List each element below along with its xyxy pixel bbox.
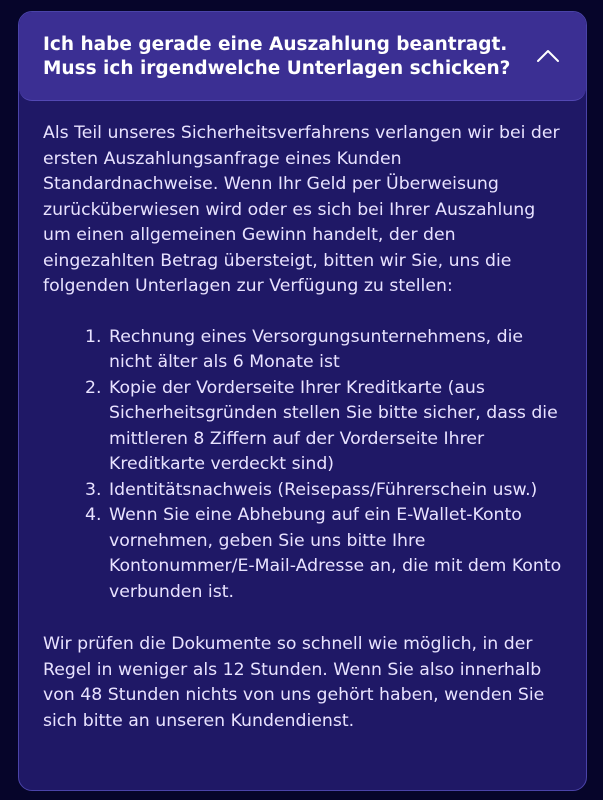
faq-answer	[19, 101, 586, 734]
list-item: 2. Kopie der Vorderseite Ihrer Kreditkarte (aus Sicherheitsgründen stellen Sie bitte sicher, dass die mittleren 8 Ziffern auf der Vorderseite Ihrer Kreditkarte verdeckt sind)	[107, 376, 566, 478]
answer-outro: Wir prüfen die Dokumente so schnell wie möglich, in der Regel in weniger als 12 Stunden. Wenn Sie also innerhalb von 48 Stunden nichts von uns gehört haben, wenden Sie sich bitte an unseren Kundendienst.	[43, 634, 545, 731]
required-documents-list	[43, 325, 566, 606]
answer-intro: Als Teil unseres Sicherheitsverfahrens verlangen wir bei der ersten Auszahlungsanfrage eines Kunden Standardnachweise. Wenn Ihr Geld per Überweisung zurücküberwiesen wird oder es sich bei Ihrer Auszahlung um einen allgemeinen Gewinn handelt, der den eingezahlten Betrag übersteigt, bitten wir Sie, uns die folgenden Unterlagen zur Verfügung zu stellen:	[43, 123, 560, 296]
faq-question	[43, 33, 516, 81]
faq-question-line-1: Ich habe gerade eine Auszahlung beantragt.	[43, 34, 508, 55]
faq-question-line-2: Muss ich irgendwelche Unterlagen schicken?	[43, 58, 511, 79]
chevron-up-icon	[536, 49, 560, 63]
faq-question-header[interactable]	[19, 12, 586, 101]
collapse-toggle-button[interactable]	[534, 44, 562, 68]
list-item: 3. Identitätsnachweis (Reisepass/Führerschein usw.)	[107, 478, 566, 504]
faq-accordion-item	[18, 11, 587, 791]
list-item: 1. Rechnung eines Versorgungsunternehmens, die nicht älter als 6 Monate ist	[107, 325, 566, 376]
list-item: 4. Wenn Sie eine Abhebung auf ein E-Wallet-Konto vornehmen, geben Sie uns bitte Ihre Kontonummer/E-Mail-Adresse an, die mit dem Konto verbunden ist.	[107, 503, 566, 605]
